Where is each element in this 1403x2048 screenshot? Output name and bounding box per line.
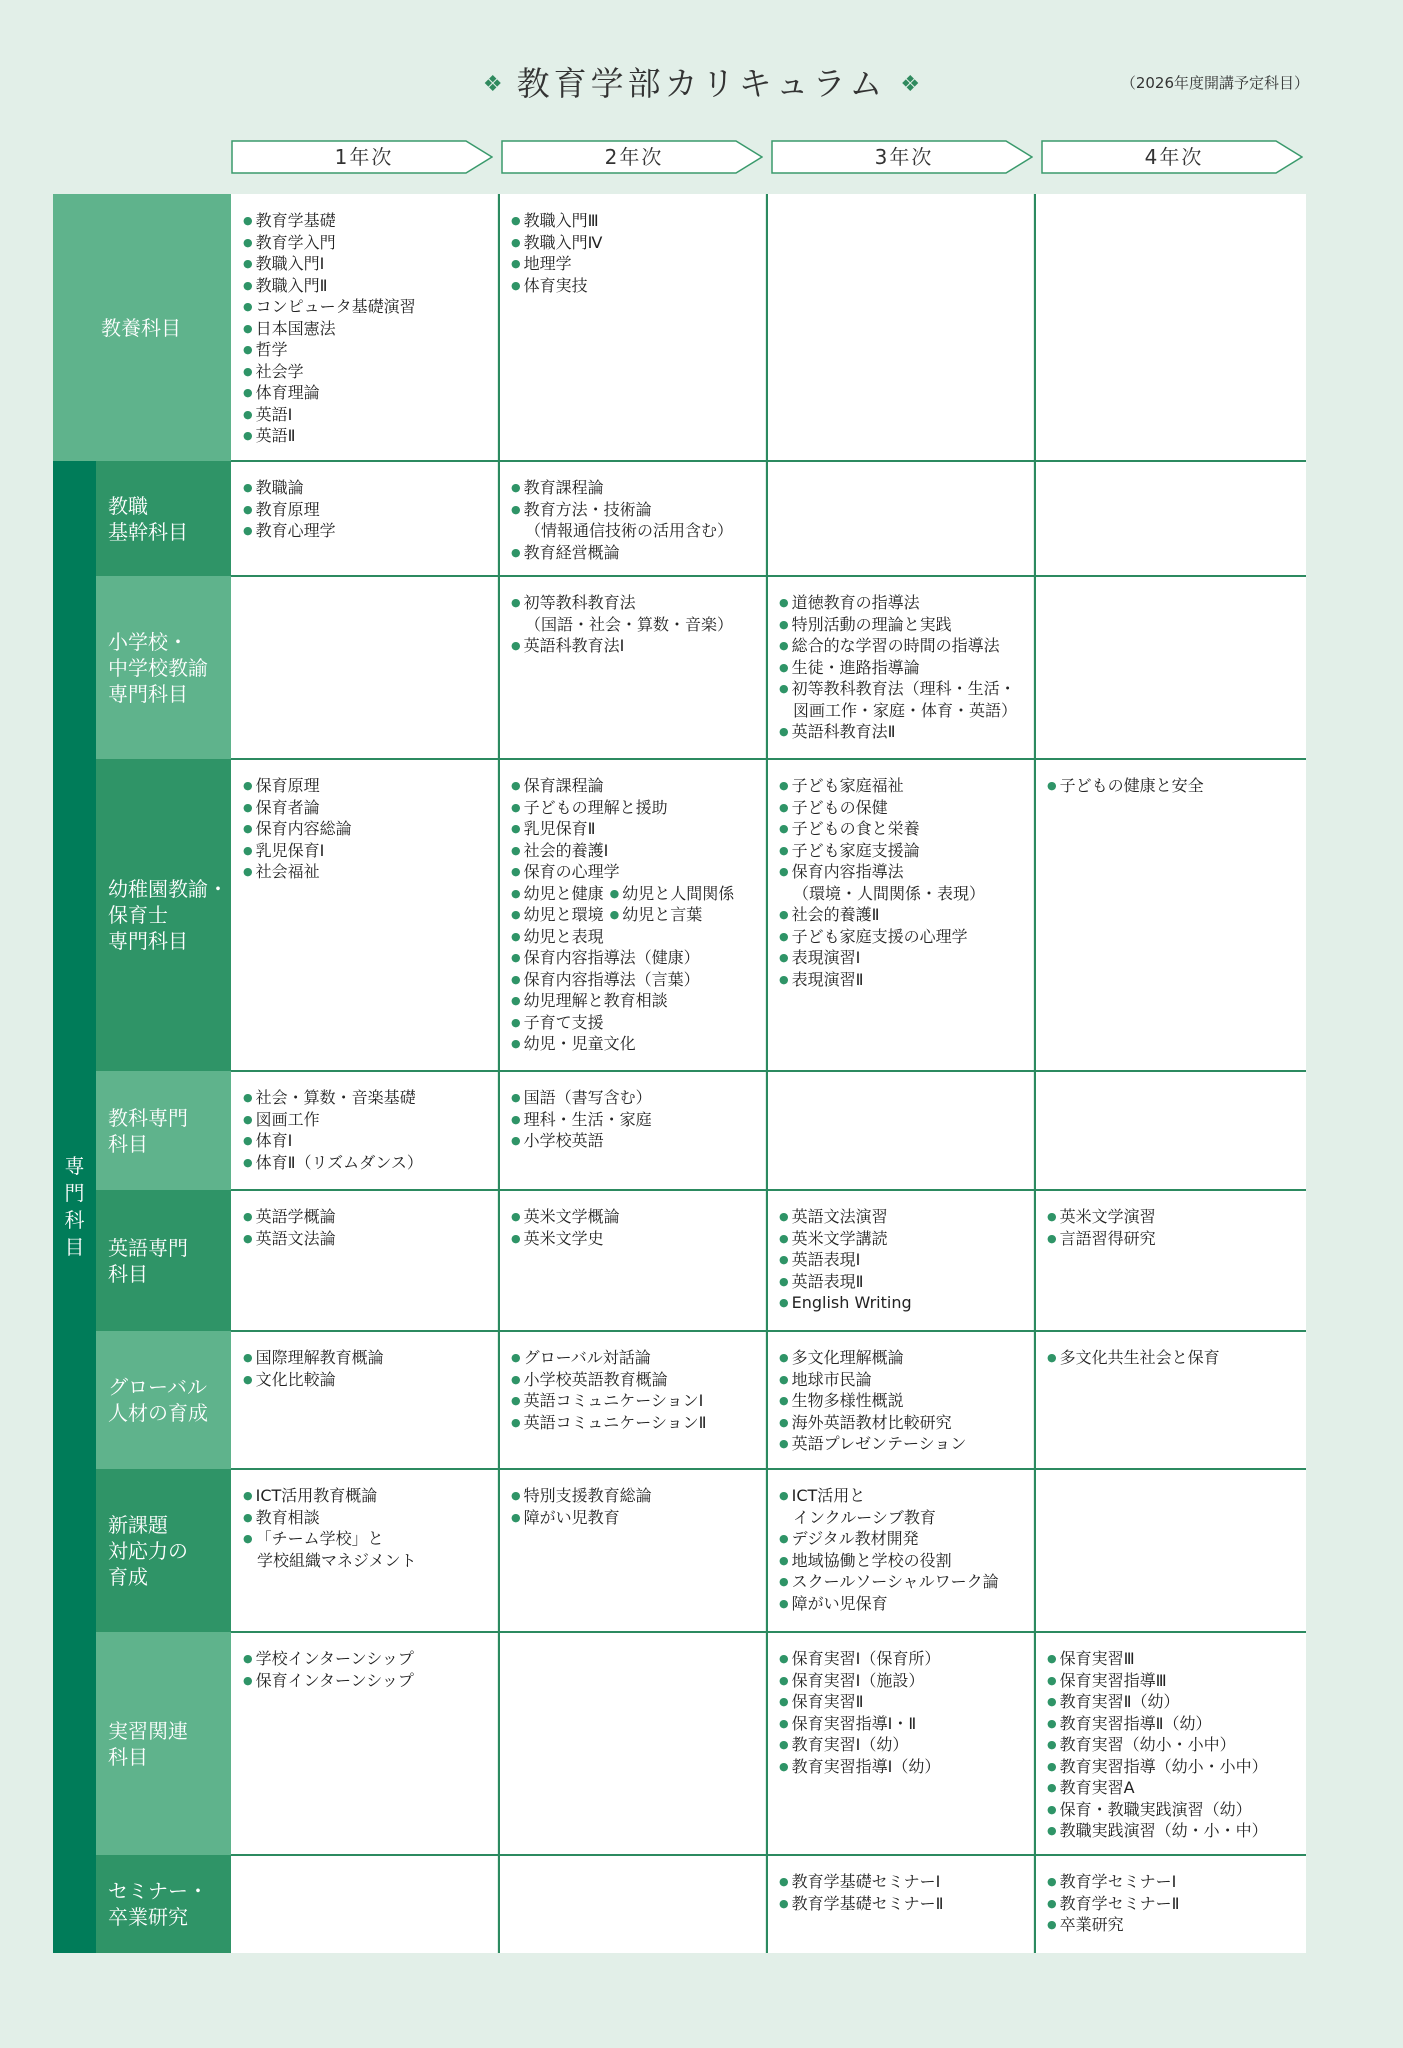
course-item: ● 学校インターンシップ [243,1648,489,1670]
course-item: ● 英語文法論 [243,1228,489,1250]
course-item: ● 障がい児保育 [779,1593,1025,1615]
course-item-continuation: （環境・人間関係・表現） [793,883,986,903]
curriculum-row [53,1331,1306,1469]
year-header-row [231,140,1306,174]
course-item: ● 「チーム学校」と [243,1528,489,1550]
year-header-2 [501,140,795,174]
category-label [53,194,231,461]
course-item: ● 教育学入門 [243,232,489,254]
course-item: ● 保育課程論 [511,775,757,797]
course-item: ● 表現演習Ⅰ [779,947,1025,969]
course-item: ● 子ども家庭福祉 [779,775,1025,797]
category-label [96,759,231,1071]
course-item: ● 体育理論 [243,382,489,404]
course-item: ● 多文化共生社会と保育 [1047,1347,1298,1369]
category-text: 実習関連 科目 [108,1718,188,1769]
course-item: ● 幼児と言葉 [610,905,703,924]
course-item: ● English Writing [779,1292,1025,1314]
column-divider [498,194,500,1953]
curriculum-row [53,1469,1306,1632]
row-divider [231,575,1306,577]
course-item: ● 教育学基礎セミナーⅠ [779,1871,1025,1893]
course-item: ● 教育相談 [243,1507,489,1529]
course-item: ● 英語表現Ⅰ [779,1249,1025,1271]
course-item: ● 英語コミュニケーションⅠ [511,1390,757,1412]
course-item: ● 子どもの保健 [779,797,1025,819]
course-item: ● 小学校英語教育概論 [511,1369,757,1391]
course-item: ● 教育原理 [243,499,489,521]
course-cell [499,461,765,576]
course-item: ● 教育実習Ⅱ（幼） [1047,1691,1298,1713]
course-item: ● 文化比較論 [243,1369,489,1391]
course-cell [767,1632,1033,1855]
senmon-band-label: 専門科目 [64,1154,85,1259]
course-pair [511,904,757,926]
course-cell [231,194,497,461]
category-text: 小学校・ 中学校教諭 専門科目 [108,629,208,706]
course-item: ● 英米文学演習 [1047,1206,1298,1228]
course-item: ● 英語学概論 [243,1206,489,1228]
course-item: ● 体育Ⅰ [243,1130,489,1152]
course-item: ● 保育実習指導Ⅲ [1047,1670,1298,1692]
course-item: ● 教育学セミナーⅠ [1047,1871,1298,1893]
course-item: ● 乳児保育Ⅰ [243,840,489,862]
course-cell [231,461,497,576]
category-text: セミナー・ 卒業研究 [108,1879,208,1929]
category-label [96,461,231,576]
course-item: ● 生徒・進路指導論 [779,657,1025,679]
course-item: ● 子ども家庭支援論 [779,840,1025,862]
course-item: ● 子どもの理解と援助 [511,797,757,819]
course-item: ● 教育課程論 [511,477,757,499]
course-cell [499,1632,765,1855]
course-item: ● 保育内容総論 [243,818,489,840]
course-item: ● 教育心理学 [243,520,489,542]
course-cell [231,1331,497,1469]
category-label [96,1469,231,1632]
course-item: ● 教職入門Ⅳ [511,232,757,254]
course-item: ● 子育て支援 [511,1012,757,1034]
course-item: ● 教職入門Ⅱ [243,275,489,297]
course-cell [231,759,497,1071]
course-cell [767,576,1033,759]
category-text: 新課題 対応力の 育成 [108,1512,188,1589]
course-item: ● 卒業研究 [1047,1914,1298,1936]
course-cell [499,759,765,1071]
course-cell [1035,194,1306,461]
course-item: ● 幼児理解と教育相談 [511,990,757,1012]
curriculum-row [53,759,1306,1071]
schedule-note: （2026年度開講予定科目） [1120,74,1309,92]
course-item: ● 社会福祉 [243,861,489,883]
course-item: ● 教育実習Ⅰ（幼） [779,1734,1025,1756]
row-divider [231,1330,1306,1332]
curriculum-row [53,1632,1306,1855]
course-item: ● 英語Ⅱ [243,425,489,447]
diamond-ornament-icon: ❖ [482,72,503,97]
category-label [96,576,231,759]
course-cell [231,1855,497,1953]
category-text: 幼稚園教諭・ 保育士 専門科目 [108,877,228,953]
row-divider [231,1468,1306,1470]
course-cell [1035,576,1306,759]
course-item: ● 幼児と表現 [511,926,757,948]
course-cell [231,1632,497,1855]
course-cell [499,576,765,759]
course-item-continuation: 学校組織マネジメント [257,1550,417,1570]
course-item: ● 保育内容指導法（健康） [511,947,757,969]
course-cell [767,461,1033,576]
course-item: ● 小学校英語 [511,1130,757,1152]
year-label: 3年次 [874,145,934,169]
year-header-4 [1041,140,1335,174]
course-cell [499,1855,765,1953]
course-item: ● 社会的養護Ⅰ [511,840,757,862]
course-item: ● 生物多様性概説 [779,1390,1025,1412]
course-item: ● 総合的な学習の時間の指導法 [779,635,1025,657]
course-item: ● 保育原理 [243,775,489,797]
course-item: ● 英語プレゼンテーション [779,1433,1025,1455]
course-item: ● 教育実習（幼小・小中） [1047,1734,1298,1756]
year-label: 2年次 [604,145,664,169]
course-cell [1035,1071,1306,1190]
course-item: ● 教育学セミナーⅡ [1047,1893,1298,1915]
course-item: ● コンピュータ基礎演習 [243,296,489,318]
course-item: ● 幼児と健康 [511,884,604,903]
course-item: ● 海外英語教材比較研究 [779,1412,1025,1434]
category-label [96,1071,231,1190]
course-item: ● 教職論 [243,477,489,499]
course-item: ● 多文化理解概論 [779,1347,1025,1369]
column-divider [1034,194,1036,1953]
course-item: ● 英語コミュニケーションⅡ [511,1412,757,1434]
course-item-continuation: （国語・社会・算数・音楽） [525,614,734,634]
curriculum-table [53,194,1306,1953]
course-item: ● 英米文学講読 [779,1228,1025,1250]
course-cell [767,1190,1033,1331]
course-item: ● 英語文法演習 [779,1206,1025,1228]
curriculum-row [53,1855,1306,1953]
year-header-3 [771,140,1065,174]
category-label [96,1855,231,1953]
row-divider [231,1070,1306,1072]
course-item: ● 教職入門Ⅲ [511,210,757,232]
course-item: ● 保育インターンシップ [243,1670,489,1692]
course-item: ● 子ども家庭支援の心理学 [779,926,1025,948]
year-header-1 [231,140,525,174]
course-item: ● 図画工作 [243,1109,489,1131]
course-item: ● スクールソーシャルワーク論 [779,1571,1025,1593]
course-item: ● 教育学基礎セミナーⅡ [779,1893,1025,1915]
course-cell [231,1469,497,1632]
course-cell [767,1071,1033,1190]
course-item: ● 保育実習Ⅰ（保育所） [779,1648,1025,1670]
course-item: ● 保育の心理学 [511,861,757,883]
course-item: ● 保育者論 [243,797,489,819]
course-item: ● 教職入門Ⅰ [243,253,489,275]
course-item: ● 障がい児教育 [511,1507,757,1529]
course-item-continuation: 図画工作・家庭・体育・英語） [793,700,1018,720]
course-cell [231,1190,497,1331]
category-label [96,1190,231,1331]
course-item: ● 英語Ⅰ [243,404,489,426]
year-label: 1年次 [334,145,394,169]
category-text: 教養科目 [101,315,181,340]
course-cell [1035,1190,1306,1331]
course-item: ● 英語科教育法Ⅰ [511,635,757,657]
course-item: ● 保育・教職実践演習（幼） [1047,1799,1298,1821]
course-item: ● 保育実習Ⅰ（施設） [779,1670,1025,1692]
category-text: 教科専門 科目 [108,1105,188,1156]
course-item: ● 哲学 [243,339,489,361]
course-item: ● 言語習得研究 [1047,1228,1298,1250]
course-item: ● ICT活用と [779,1485,1025,1507]
course-item: ● 英米文学史 [511,1228,757,1250]
course-item: ● 体育Ⅱ（リズムダンス） [243,1152,489,1174]
course-item: ● 保育内容指導法（言葉） [511,969,757,991]
course-cell [767,759,1033,1071]
course-item: ● 教育方法・技術論 [511,499,757,521]
course-item: ● 教育実習指導Ⅰ（幼） [779,1756,1025,1778]
curriculum-row [53,576,1306,759]
course-item: ● 日本国憲法 [243,318,489,340]
course-item: ● 特別活動の理論と実践 [779,614,1025,636]
year-label: 4年次 [1144,145,1204,169]
course-cell [499,1071,765,1190]
course-item: ● 子どもの食と栄養 [779,818,1025,840]
course-item: ● 初等教科教育法（理科・生活・ [779,678,1025,700]
course-item: ● 子どもの健康と安全 [1047,775,1298,797]
course-item: ● デジタル教材開発 [779,1528,1025,1550]
course-item: ● 幼児・児童文化 [511,1033,757,1055]
course-item: ● 地域協働と学校の役割 [779,1550,1025,1572]
column-divider [766,194,768,1953]
course-item-continuation: インクルーシブ教育 [793,1507,936,1527]
course-item: ● 社会・算数・音楽基礎 [243,1087,489,1109]
row-divider [231,460,1306,462]
course-item: ● 保育内容指導法 [779,861,1025,883]
course-item: ● 体育実技 [511,275,757,297]
course-item: ● 国語（書写含む） [511,1087,757,1109]
course-item: ● 社会的養護Ⅱ [779,904,1025,926]
course-item-continuation: （情報通信技術の活用含む） [525,521,734,540]
course-item: ● 英語表現Ⅱ [779,1271,1025,1293]
course-cell [1035,759,1306,1071]
course-cell [767,1855,1033,1953]
course-item: ● 教職実践演習（幼・小・中） [1047,1820,1298,1842]
course-item: ● 幼児と環境 [511,905,604,924]
category-text: グローバル 人材の育成 [108,1375,208,1425]
course-item: ● 教育実習指導（幼小・小中） [1047,1756,1298,1778]
course-item: ● 道徳教育の指導法 [779,592,1025,614]
course-cell [1035,1331,1306,1469]
course-cell [231,1071,497,1190]
course-cell [499,194,765,461]
course-cell [1035,1469,1306,1632]
course-item: ● 保育実習Ⅲ [1047,1648,1298,1670]
course-item: ● 教育経営概論 [511,542,757,564]
course-item: ● 保育実習Ⅱ [779,1691,1025,1713]
course-item: ● 特別支援教育総論 [511,1485,757,1507]
curriculum-row [53,1071,1306,1190]
page-title-text: 教育学部カリキュラム [516,64,887,103]
course-item: ● 地球市民論 [779,1369,1025,1391]
course-cell [767,1331,1033,1469]
course-cell [1035,461,1306,576]
diamond-ornament-icon: ❖ [900,72,921,97]
course-item: ● グローバル対話論 [511,1347,757,1369]
course-cell [499,1469,765,1632]
course-item: ● 社会学 [243,361,489,383]
category-label [96,1331,231,1469]
category-label [96,1632,231,1855]
row-divider [231,1854,1306,1856]
curriculum-row [53,461,1306,576]
course-item: ● 表現演習Ⅱ [779,969,1025,991]
course-cell [1035,1632,1306,1855]
course-item: ● 英米文学概論 [511,1206,757,1228]
course-item: ● 理科・生活・家庭 [511,1109,757,1131]
course-cell [499,1190,765,1331]
course-item: ● 教育学基礎 [243,210,489,232]
row-divider [231,1631,1306,1633]
course-item: ● 英語科教育法Ⅱ [779,721,1025,743]
course-item: ● 教育実習A [1047,1777,1298,1799]
course-item: ● 初等教科教育法 [511,592,757,614]
course-cell [499,1331,765,1469]
course-cell [767,194,1033,461]
category-text: 英語専門 科目 [108,1235,188,1286]
course-cell [231,576,497,759]
row-divider [231,1189,1306,1191]
course-cell [1035,1855,1306,1953]
course-item: ● 保育実習指導Ⅰ・Ⅱ [779,1713,1025,1735]
course-item: ● 国際理解教育概論 [243,1347,489,1369]
category-text: 教職 基幹科目 [108,493,188,544]
course-item: ● 地理学 [511,253,757,275]
row-divider [231,758,1306,760]
course-pair [511,883,757,905]
course-cell [767,1469,1033,1632]
course-item: ● ICT活用教育概論 [243,1485,489,1507]
curriculum-row [53,1190,1306,1331]
course-item: ● 教育実習指導Ⅱ（幼） [1047,1713,1298,1735]
course-item: ● 幼児と人間関係 [610,884,735,903]
curriculum-row [53,194,1306,461]
course-item: ● 乳児保育Ⅱ [511,818,757,840]
